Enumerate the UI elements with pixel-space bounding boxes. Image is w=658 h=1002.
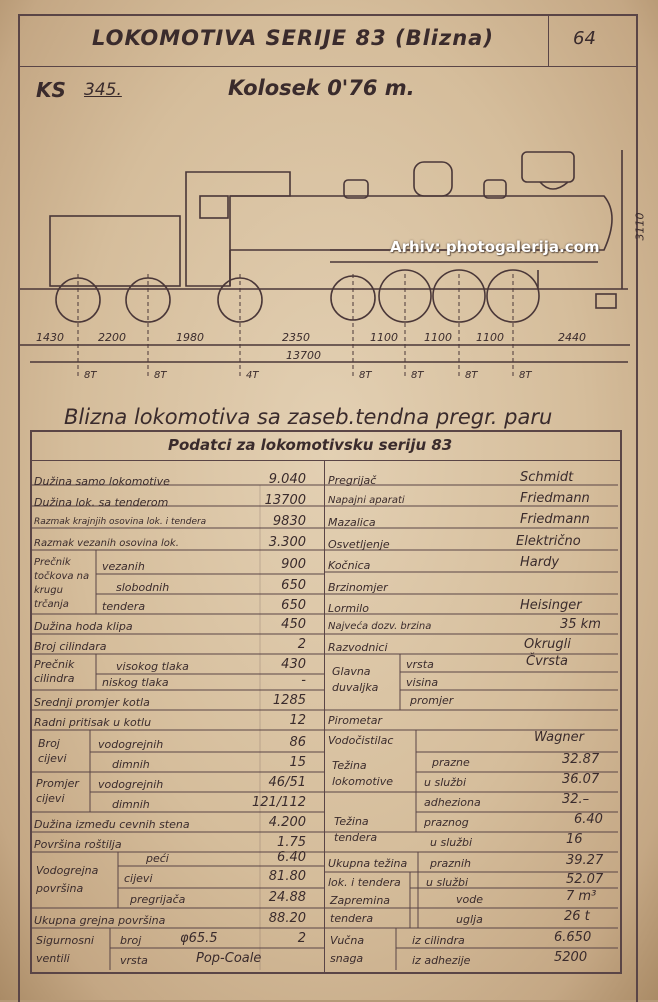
row-value: 650 <box>281 578 306 593</box>
row-value: - <box>301 673 306 688</box>
row-value: 900 <box>281 557 306 572</box>
dimension-label: 2200 <box>98 331 126 344</box>
row-label: Osvetljenje <box>328 538 390 551</box>
height-label: 3110 <box>633 212 647 241</box>
row-label: Vodočistilac <box>328 734 394 747</box>
row-value: Wagner <box>534 730 584 745</box>
row-label: uglja <box>456 913 483 926</box>
row-value: 2 <box>297 637 306 652</box>
row-label: Pirometar <box>328 714 383 727</box>
row-label: dimnih <box>112 758 150 771</box>
row-value: 3.300 <box>268 535 306 550</box>
row-label: Brzinomjer <box>328 581 388 594</box>
axle-load: 8T <box>411 370 424 381</box>
row-value: 650 <box>281 598 306 613</box>
row-sub-label: u službi <box>426 876 469 889</box>
row-value: 26 t <box>564 909 590 924</box>
row-label: pregrijača <box>130 893 186 906</box>
group-label: Broj cijevi <box>38 737 67 765</box>
group-label: Sigurnosni ventili <box>36 934 94 965</box>
dimension-label: 2350 <box>282 331 310 344</box>
row-value: 24.88 <box>268 890 306 905</box>
row-label: visokog tlaka <box>116 660 189 673</box>
group-label: Prečnik točkova na krugu trčanja <box>34 557 90 610</box>
total-length-label: 13700 <box>286 349 321 362</box>
row-value: 2 <box>297 931 306 946</box>
axle-load: 4T <box>246 370 259 381</box>
row-label: Najveća dozv. brzina <box>328 621 432 632</box>
row-value: 15 <box>289 755 306 770</box>
group-label: Vučna snaga <box>330 934 365 965</box>
dimension-label: 1100 <box>424 331 452 344</box>
group-label: Prečnik cilindra <box>34 658 75 685</box>
row-value: Okrugli <box>524 637 571 652</box>
row-value: 52.07 <box>566 872 604 887</box>
row-value: 1.75 <box>277 835 306 850</box>
row-value: Heisinger <box>520 598 582 613</box>
row-value: 36.07 <box>562 772 600 787</box>
row-label: Mazalica <box>328 516 376 529</box>
row-label: Napajni aparati <box>328 495 405 506</box>
track-gauge: Kolosek 0'76 m. <box>228 76 415 100</box>
row-label: Radni pritisak u kotlu <box>34 716 152 729</box>
row-value: 430 <box>281 657 306 672</box>
dimension-label: 1980 <box>176 331 204 344</box>
axle-load: 8T <box>154 370 167 381</box>
table-title: Podatci za lokomotivsku seriju 83 <box>168 436 453 454</box>
row-value: 46/51 <box>268 775 306 790</box>
row-value: 7 m³ <box>566 889 597 904</box>
row-value: 6.40 <box>277 850 306 865</box>
row-label: broj <box>120 934 142 947</box>
page-number: 64 <box>573 28 596 49</box>
axle-load: 8T <box>84 370 97 381</box>
row-label: vodogrejnih <box>98 778 164 791</box>
row-label: visina <box>406 676 439 689</box>
row-label: Srednji promjer kotla <box>34 696 150 709</box>
row-label: vode <box>456 893 483 906</box>
row-value: 16 <box>566 832 583 847</box>
row-label: Pregrijač <box>328 474 377 487</box>
row-value: 32.87 <box>562 752 600 767</box>
row-label: Razvodnici <box>328 641 388 654</box>
row-value: 35 km <box>560 617 601 632</box>
row-label: iz adhezije <box>412 954 471 967</box>
row-label: Ukupna težina <box>328 857 408 870</box>
row-label: praznog <box>424 816 469 829</box>
axle-load: 8T <box>465 370 478 381</box>
row-value: Električno <box>516 534 581 549</box>
row-label: Razmak vezanih osovina lok. <box>34 538 179 549</box>
group-label: Vodogrejna površina <box>36 864 99 895</box>
row-value: 4.200 <box>268 815 306 830</box>
ks-number: 345. <box>84 80 122 100</box>
row-label: vrsta <box>120 954 148 967</box>
row-label: Kočnica <box>328 559 371 572</box>
row-label: prazne <box>432 756 470 769</box>
row-label: Dužina hoda klipa <box>34 620 133 633</box>
row-value: 86 <box>289 735 306 750</box>
archive-watermark: Arhiv: photogalerija.com <box>390 238 600 256</box>
group-label: Glavna duvaljka <box>332 665 379 694</box>
row-mid-value: φ65.5 <box>180 931 218 946</box>
row-value: 450 <box>281 617 306 632</box>
dimension-label: 1100 <box>476 331 504 344</box>
row-label: peći <box>146 852 169 865</box>
row-value: Hardy <box>520 555 560 570</box>
drawing-subtitle: Blizna lokomotiva sa zaseb.tendna pregr. paru <box>64 405 553 429</box>
row-label: iz cilindra <box>412 934 465 947</box>
row-label: Ukupna grejna površina <box>34 914 166 927</box>
row-value: 39.27 <box>566 853 604 868</box>
row-label: Dužina lok. sa tenderom <box>34 496 169 509</box>
row-label: slobodnih <box>116 581 170 594</box>
ks-label: KS <box>36 78 66 102</box>
row-value: 121/112 <box>251 795 306 810</box>
row-label: u službi <box>430 836 473 849</box>
row-value: Čvrsta <box>526 654 568 669</box>
row-label: u službi <box>424 776 467 789</box>
row-label: Broj cilindara <box>34 640 107 653</box>
row-value: 81.80 <box>268 869 306 884</box>
row-value: 6.650 <box>554 930 592 945</box>
row-label: Lormilo <box>328 602 369 615</box>
row-value: 12 <box>289 713 306 728</box>
row-value: 9.040 <box>268 472 306 487</box>
axle-load: 8T <box>519 370 532 381</box>
dimension-label: 2440 <box>558 331 586 344</box>
row-label: vrsta <box>406 658 434 671</box>
row-value: 9830 <box>272 514 306 529</box>
row-label: Dužina samo lokomotive <box>34 475 170 488</box>
row-value: Schmidt <box>520 470 574 485</box>
row-value: Friedmann <box>520 491 590 506</box>
row-label: Dužina između cevnih stena <box>34 818 190 831</box>
page-title: LOKOMOTIVA SERIJE 83 (Blizna) <box>92 26 494 50</box>
row-label: niskog tlaka <box>102 676 169 689</box>
row-value: 88.20 <box>268 911 306 926</box>
group-label: Promjer cijevi <box>36 777 79 805</box>
group-label: Zapremina tendera <box>330 894 391 925</box>
row-value: 32.– <box>562 792 590 807</box>
row-value: 1285 <box>272 693 306 708</box>
group-label: Težina lokomotive <box>332 759 393 788</box>
group-label: Težina tendera <box>334 815 378 844</box>
dimension-label: 1430 <box>36 331 64 344</box>
row-label: vodogrejnih <box>98 738 164 751</box>
row-label: Razmak krajnjih osovina lok. i tendera <box>34 517 207 527</box>
row-value: Friedmann <box>520 512 590 527</box>
axle-load: 8T <box>359 370 372 381</box>
row-label: Površina roštilja <box>34 838 122 851</box>
row-label: lok. i tendera <box>328 876 401 889</box>
dimension-label: 1100 <box>370 331 398 344</box>
row-label: vezanih <box>102 560 145 573</box>
row-label: dimnih <box>112 798 150 811</box>
row-value: Pop-Coale <box>196 951 262 966</box>
row-label: tendera <box>102 600 146 613</box>
row-sub-label: praznih <box>430 857 472 870</box>
row-label: adheziona <box>424 796 481 809</box>
row-label: cijevi <box>124 872 153 885</box>
row-value: 13700 <box>264 493 306 508</box>
row-label: promjer <box>410 694 454 707</box>
row-value: 5200 <box>554 950 588 965</box>
row-value: 6.40 <box>574 812 603 827</box>
